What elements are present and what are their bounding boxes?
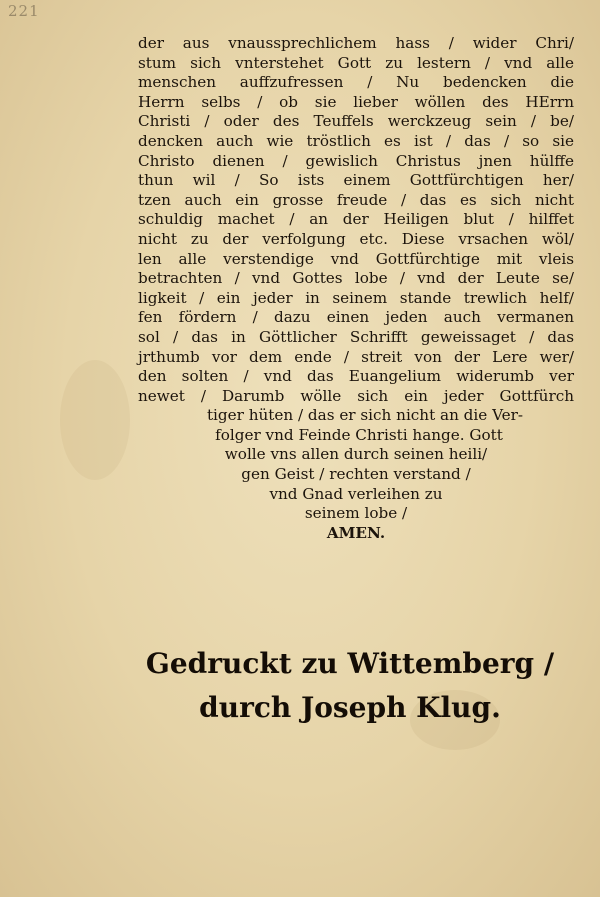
text-line: stum sich vnterstehet Gott zu lestern / vnd alle xyxy=(138,53,574,72)
text-line: ligkeit / ein jeder in seinem stande trewlich helf/ xyxy=(138,288,574,307)
text-line: tiger hüten / das er sich nicht an die Ver- xyxy=(206,406,524,425)
text-line: Christo dienen / gewislich Christus jnen hülffe xyxy=(138,151,574,170)
text-line: schuldig machet / an der Heiligen blut / hilffet xyxy=(138,210,574,229)
text-line: len alle verstendige vnd Gottfürchtige mit vleis xyxy=(138,249,574,268)
text-line: nicht zu der verfolgung etc. Diese vrsachen wöl/ xyxy=(138,229,574,248)
amen-line: AMEN. xyxy=(326,523,386,542)
text-line: Christi / oder des Teuffels werckzeug sein / be/ xyxy=(138,112,574,131)
page-number: 221 xyxy=(8,2,40,20)
text-block xyxy=(138,34,574,543)
text-line: fen fördern / dazu einen jeden auch vermanen xyxy=(138,308,574,327)
text-line: seinem lobe / xyxy=(304,504,408,523)
text-line: folger vnd Feinde Christi hange. Gott xyxy=(215,425,503,444)
imprint-line: Gedruckt zu Wittemberg / xyxy=(145,647,555,680)
paper-stain xyxy=(60,360,130,480)
text-line: menschen auffzufressen / Nu bedencken die xyxy=(138,73,574,92)
text-line: vnd Gnad verleihen zu xyxy=(269,484,443,503)
text-line: sol / das in Göttlicher Schrifft geweissaget / das xyxy=(138,327,574,346)
text-line: Herrn selbs / ob sie lieber wöllen des HErrn xyxy=(138,92,574,111)
text-line: den solten / vnd das Euangelium widerumb ver xyxy=(138,367,574,386)
text-line: gen Geist / rechten verstand / xyxy=(241,465,471,484)
text-line: wolle vns allen durch seinen heili/ xyxy=(224,445,488,464)
imprint-line: durch Joseph Klug. xyxy=(199,691,501,724)
text-line: newet / Darumb wölle sich ein jeder Gottfürch xyxy=(138,386,574,405)
text-line: thun wil / So ists einem Gottfürchtigen her/ xyxy=(138,171,574,190)
text-line: der aus vnaussprechlichem hass / wider Chri/ xyxy=(138,34,574,52)
text-line: dencken auch wie tröstlich es ist / das / so sie xyxy=(138,131,574,150)
text-line: betrachten / vnd Gottes lobe / vnd der Leute se/ xyxy=(138,269,574,288)
text-line: jrthumb vor dem ende / streit von der Lere wer/ xyxy=(138,347,574,366)
text-line: tzen auch ein grosse freude / das es sich nicht xyxy=(138,190,574,209)
printer-imprint xyxy=(130,642,570,730)
